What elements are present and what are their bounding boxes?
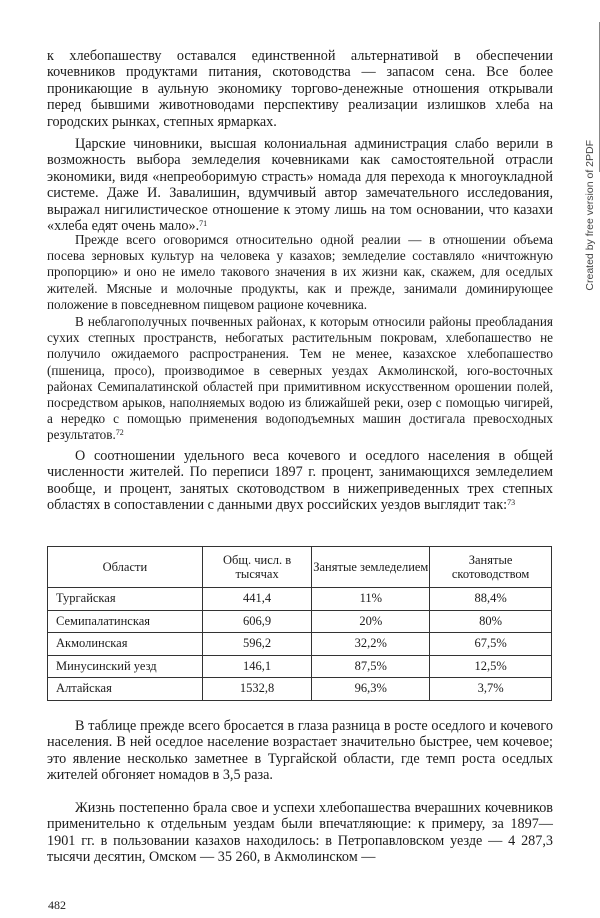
paragraph-6: В таблице прежде всего бросается в глаза разница в росте оседлого и кочевого населения. В ней оседлое население возрастает значительно быстрее, чем кочевое; это явление несколько заметнее в Тургайской области, где темп роста оседлых жителей обгоняет номадов в 3,5 раза.	[47, 718, 553, 784]
cell-region: Семипалатинская	[48, 610, 203, 633]
cell-farming: 32,2%	[312, 633, 430, 656]
footnote-ref-71: 71	[199, 219, 208, 229]
table-row	[48, 588, 552, 611]
footnote-ref-73: 73	[507, 498, 516, 508]
cell-herding: 88,4%	[430, 588, 552, 611]
cell-farming: 11%	[312, 588, 430, 611]
cell-farming: 87,5%	[312, 655, 430, 678]
paragraph-1: к хлебопашеству оставался единственной альтернативой в обеспечении кочевников продуктами питания, скотоводства — запасом сена. Все более проникающие в аульную экономику торгово-денежные отношения открывали перед бывшими животноводами перспективу реализации излишков хлеба на городских рынках, степных ярмарках.	[47, 48, 553, 130]
paragraph-2: Царские чиновники, высшая колониальная администрация слабо верили в возможность выбора земледелия кочевниками как самостоятельной отрасли экономики, видя «непреоборимую страсть» номада для перехода к многоукладной системе. Даже И. Завалишин, вдумчивый автор замечательного исследования, выражал нигилистическое отношение к этому лишь на том основании, что казахи «хлеба едят очень мало».$^{71}$	[47, 136, 553, 235]
header-farming: Занятые земледелием	[312, 547, 430, 588]
header-regions: Области	[48, 547, 203, 588]
cell-herding: 12,5%	[430, 655, 552, 678]
table-row	[48, 633, 552, 656]
header-herding: Занятые скотоводством	[430, 547, 552, 588]
cell-herding: 3,7%	[430, 678, 552, 701]
cell-total: 596,2	[202, 633, 312, 656]
cell-farming: 96,3%	[312, 678, 430, 701]
cell-region: Минусинский уезд	[48, 655, 203, 678]
page-number: 482	[48, 898, 66, 912]
cell-herding: 80%	[430, 610, 552, 633]
cell-total: 146,1	[202, 655, 312, 678]
watermark-text: Created by free version of 2PDF	[584, 140, 596, 291]
cell-region: Акмолинская	[48, 633, 203, 656]
table-row	[48, 678, 552, 701]
cell-farming: 20%	[312, 610, 430, 633]
cell-total: 606,9	[202, 610, 312, 633]
table-header-row	[48, 547, 552, 588]
census-table	[47, 546, 552, 701]
table-row	[48, 610, 552, 633]
paragraph-7: Жизнь постепенно брала свое и успехи хлебопашества вчерашних кочевников применительно к отдельным уездам были впечатляющие: к примеру, за 1897—1901 гг. в пользовании казахов находилось: в Петропавловском уезде — 4 287,3 тысячи десятин, Омском — 35 260, в Акмолинском —	[47, 800, 553, 866]
cell-total: 1532,8	[202, 678, 312, 701]
cell-herding: 67,5%	[430, 633, 552, 656]
paragraph-3: Прежде всего оговоримся относительно одной реалии — в отношении объема посева зерновых культур на человека у казахов; земледелие составляло «ничтожную пропорцию» и оно не имело такового значения в их жизни как, скажем, для оседлых жителей. Мясные и молочные продукты, как и прежде, занимали доминирующее положение в повседневном пищевом рационе кочевника.	[47, 232, 553, 312]
paragraph-5: О соотношении удельного веса кочевого и оседлого населения в общей численности жителей. По переписи 1897 г. процент, занимающихся земледелием вообще, и процент, занятых скотоводством в нижеприведенных трех степных областях в сопоставлении с данными двух российских уездов выглядит так:$^{73}$	[47, 448, 553, 514]
paragraph-4: В неблагополучных почвенных районах, к которым относили районы преобладания сухих степных пространств, небогатых растительным покровам, хлебопашество не получило ожидаемого распространения. Тем не менее, казахское хлебопашество (пшеница, просо), производимое в северных уездах Акмолинской, юго-восточных районах Семипалатинской областей при примитивном искусственном орошении полей, посредством арыков, наполняемых водою из ближайшей реки, озер с помощью чигирей, а нередко с помощью применения водоподъемных машин достигала превосходных результатов.$^{72}$	[47, 314, 553, 443]
cell-region: Алтайская	[48, 678, 203, 701]
header-total: Общ. числ. в тысячах	[202, 547, 312, 588]
cell-total: 441,4	[202, 588, 312, 611]
cell-region: Тургайская	[48, 588, 203, 611]
footnote-ref-72: 72	[115, 428, 124, 438]
table-row	[48, 655, 552, 678]
